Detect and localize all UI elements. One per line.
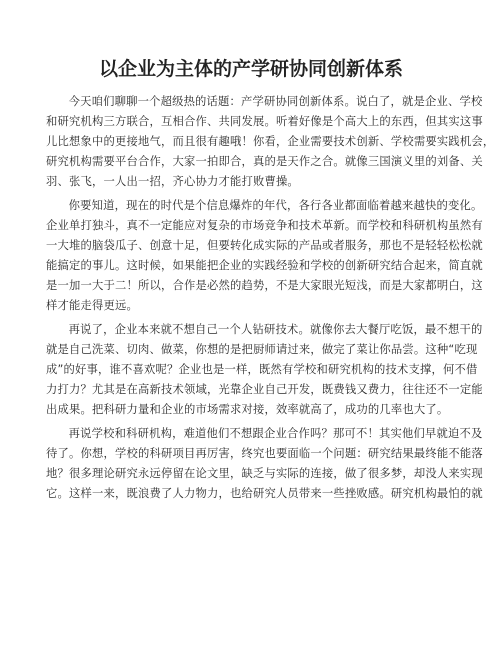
paragraph xyxy=(46,196,483,316)
text-line: 你要知道，现在的时代是个信息爆炸的年代，各行各业都面临着越来越快的变化。 xyxy=(68,199,483,212)
text-line: 再说了，企业本来就不想自己一个人钻研技术。就像你去大餐厅吃饭，最不想干的 xyxy=(68,323,483,336)
text-line: 一大堆的脑袋瓜子、创意十足，但要转化成实际的产品或者服务，那也不是轻轻松松就 xyxy=(46,239,483,252)
text-line: 地？很多理论研究永远停留在论文里，缺乏与实际的连接，做了很多梦，却没人来实现 xyxy=(46,467,483,480)
text-line: 儿比想象中的更接地气，而且很有趣哦！你看，企业需要技术创新、学校需要实践机会， xyxy=(46,135,495,148)
text-line: 力打力？尤其是在高新技术领域，光靠企业自己开发，既费钱又费力，往往还不一定能 xyxy=(46,383,483,396)
document-title: 以企业为主体的产学研协同创新体系 xyxy=(98,58,403,80)
text-line: 和研究机构三方联合，互相合作、共同发展。听着好像是个高大上的东西，但其实这事 xyxy=(46,115,483,128)
paragraph xyxy=(46,92,495,192)
text-line: 样才能走得更远。 xyxy=(46,299,138,312)
text-line: 它。这样一来，既浪费了人力物力，也给研究人员带来一些挫败感。研究机构最怕的就 xyxy=(46,487,483,500)
text-line: 出成果。把科研力量和企业的市场需求对接，效率就高了，成功的几率也大了。 xyxy=(46,403,449,416)
document-body xyxy=(46,92,495,508)
text-line: 再说学校和科研机构，难道他们不想跟企业合作吗？那可不！其实他们早就迫不及 xyxy=(68,427,483,440)
text-line: 企业单打独斗，真不一定能应对复杂的市场竞争和技术革新。而学校和科研机构虽然有 xyxy=(46,219,483,232)
text-line: 研究机构需要平台合作，大家一拍即合，真的是天作之合。就像三国演义里的刘备、关 xyxy=(46,155,483,168)
text-line: 成”的好事，谁不喜欢呢？企业也是一样，既然有学校和研究机构的技术支撑，何不借 xyxy=(46,363,478,376)
paragraph xyxy=(46,320,483,420)
text-line: 羽、张飞，一人出一招，齐心协力才能打败曹操。 xyxy=(46,175,299,188)
text-line: 是一加一大于二！所以，合作是必然的趋势，不是大家眼光短浅，而是大家都明白，这 xyxy=(46,279,483,292)
text-line: 能搞定的事儿。这时候，如果能把企业的实践经验和学校的创新研究结合起来，简直就 xyxy=(46,259,483,272)
text-line: 待了。你想，学校的科研项目再厉害，终究也要面临一个问题：研究结果最终能不能落 xyxy=(46,447,483,460)
paragraph xyxy=(46,424,483,504)
text-line: 今天咱们聊聊一个超级热的话题：产学研协同创新体系。说白了，就是企业、学校 xyxy=(68,95,483,108)
text-line: 就是自己洗菜、切肉、做菜，你想的是把厨师请过来，做完了菜让你品尝。这种“吃现 xyxy=(46,343,478,356)
